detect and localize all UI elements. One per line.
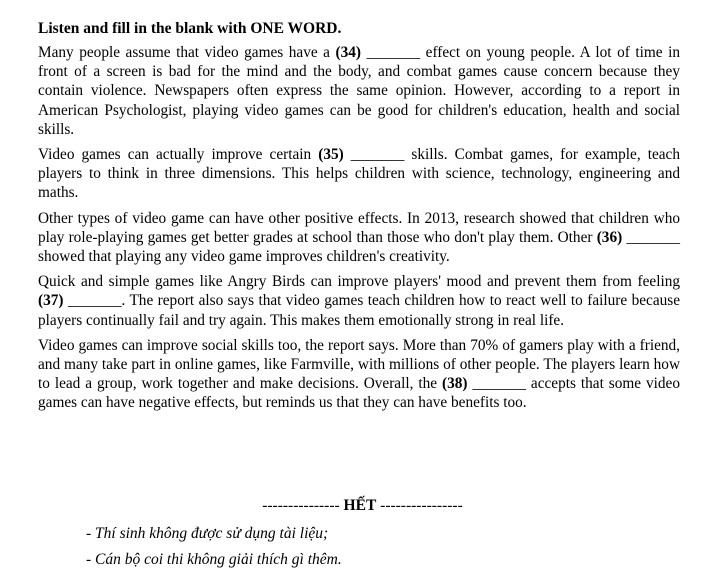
passage-paragraph-3 [38, 209, 680, 267]
answer-blank-34[interactable]: _______ [366, 44, 421, 61]
answer-blank-36[interactable]: _______ [626, 228, 680, 246]
paragraph-text: . The report also says that video games teach children how to react well to failure because players continually fail and try again. This makes them emotionally strong in real life. [38, 292, 680, 329]
paragraph-text: accepts that some video games can have negative effects, but reminds us that they can have benefits too. [38, 375, 680, 412]
passage-paragraph-2 [38, 145, 680, 203]
footer-note-no-explanation: - Cán bộ coi thi không giải thích gì thêm. [86, 551, 342, 568]
footer-note-no-materials: - Thí sinh không được sử dụng tài liệu; [86, 525, 329, 542]
instruction-heading: Listen and fill in the blank with ONE WORD. [38, 20, 342, 37]
paragraph-text: Video games can actually improve certain [38, 146, 319, 164]
paragraph-text: showed that playing any video game improves children's creativity. [38, 248, 450, 266]
question-number-38: (38) [441, 375, 468, 393]
end-marker [0, 496, 725, 516]
paragraph-text: Video games can improve social skills too, the report says. More than 70% of gamers play with a friend, and many take part in online games, like Farmville, with millions of other people. The players learn how to lead a group, work together and make decisions. Overall, the [38, 336, 680, 393]
passage-paragraph-5 [38, 336, 680, 413]
paragraph-text: skills. Combat games, for example, teach players to think in three dimensions. This helps children with science, technology, engineering and maths. [38, 146, 680, 202]
end-dashes-right: ---------------- [380, 497, 463, 514]
passage-paragraph-4 [38, 272, 680, 330]
paragraph-text: effect on young people. A lot of time in front of a screen is bad for the mind and the body, and combat games cause concern because they contain violence. Newspapers often express the same opinion. However, according to a report in American Psychologist, playing video games can be good for children's education, health and social skills. [38, 44, 680, 138]
question-number-34: (34) [335, 44, 362, 61]
question-number-37: (37) [38, 292, 64, 310]
answer-blank-37[interactable]: _______ [67, 292, 122, 310]
question-number-35: (35) [318, 146, 344, 164]
paragraph-text: Other types of video game can have other positive effects. In 2013, research showed that children who play role-playing games get better grades at school than those who don't play them. Other [38, 209, 680, 246]
paragraph-text: Many people assume that video games have a [38, 44, 336, 61]
answer-blank-35[interactable]: _______ [350, 146, 405, 164]
end-label: HẾT [343, 497, 377, 514]
paragraph-text: Quick and simple games like Angry Birds can improve players' mood and prevent them from feeling [38, 273, 680, 291]
end-dashes-left: --------------- [262, 497, 340, 514]
question-number-36: (36) [596, 228, 623, 246]
exam-page [38, 18, 680, 419]
passage-paragraph-1 [38, 43, 680, 139]
answer-blank-38[interactable]: _______ [472, 375, 526, 393]
